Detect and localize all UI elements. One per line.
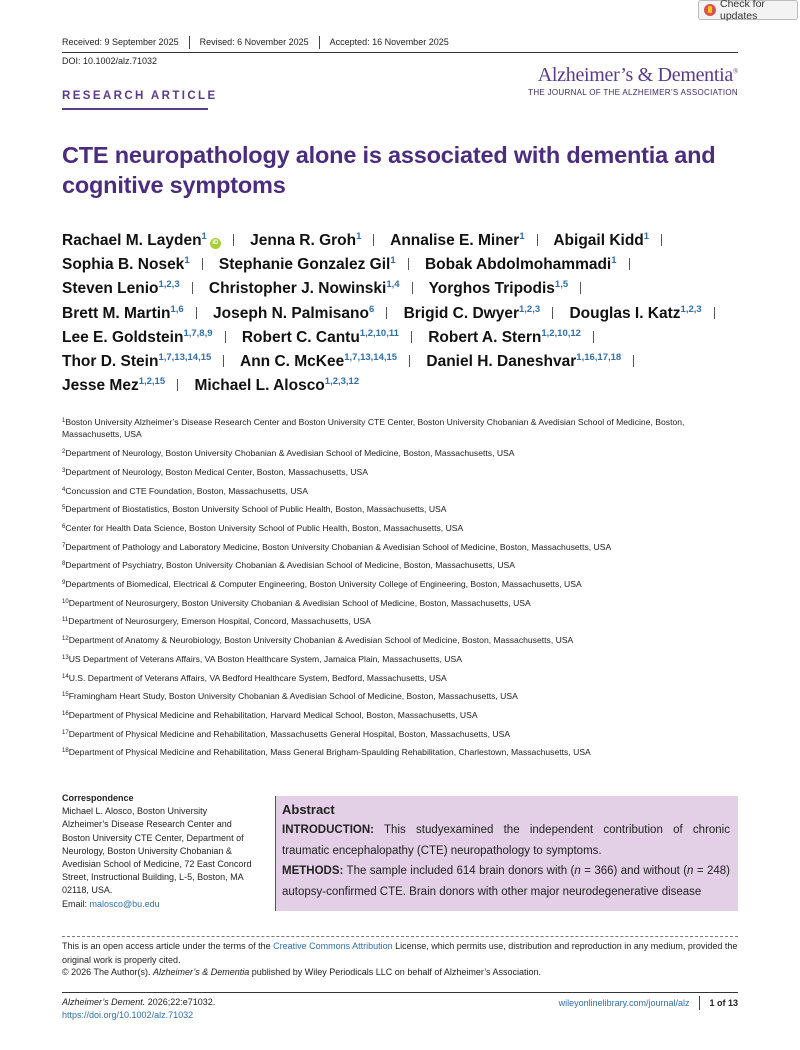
crossmark-icon <box>704 4 716 16</box>
header-rule <box>62 52 738 53</box>
author-list <box>62 229 752 398</box>
footer-right <box>559 996 738 1010</box>
author-separator <box>225 331 226 343</box>
author-affiliation-numbers[interactable]: 1,2,15 <box>138 376 166 388</box>
received-date: Received: 9 September 2025 <box>62 37 179 47</box>
correspondence-line: Alzheimer’s Disease Research Center and <box>62 819 232 830</box>
orcid-icon[interactable]: iD <box>210 238 221 249</box>
license-notice: This is an open access article under the terms of the Creative Commons Attribution License, which permits use, distribution and reproduction in any medium, provided the original work is properly cited. <box>62 941 738 965</box>
article-title: CTE neuropathology alone is associated with dementia and cognitive symptoms <box>62 142 716 198</box>
author <box>242 329 399 346</box>
abstract-methods: METHODS: The sample included 614 brain donors with (n = 366) and without (n = 248) autopsy-confirmed CTE. Brain donors with other major neurodegenerative disease <box>282 865 731 898</box>
author-name: Sophia B. Nosek <box>62 256 185 274</box>
author-affiliation-numbers[interactable]: 1,2,3 <box>518 303 541 315</box>
author-affiliation-numbers[interactable]: 1,2,3 <box>158 279 180 291</box>
article-type: RESEARCH ARTICLE <box>62 90 218 102</box>
revised-date: Revised: 6 November 2025 <box>189 36 319 49</box>
affiliation <box>62 447 742 459</box>
author-affiliation-numbers[interactable]: 1,7,13,14,15 <box>344 352 398 364</box>
correspondence-line: Boston University CTE Center, Department of <box>62 832 244 843</box>
author-separator <box>223 355 224 367</box>
affiliation <box>62 709 742 721</box>
author-name: Brett M. Martin <box>62 304 171 322</box>
affiliation-text: Department of Anatomy & Neurobiology, Boston University Chobanian & Avedisian School of Medicine, Boston, Massachusetts, USA <box>68 635 574 646</box>
author-separator <box>409 355 410 367</box>
author-name: Ann C. McKee <box>240 353 345 371</box>
journal-logo <box>528 64 738 97</box>
affiliation-text: Boston University Alzheimer’s Disease Research Center and Boston University CTE Center, Boston University Chobanian & Avedisian School of Medicine, Boston, Massachusetts, USA <box>62 417 685 440</box>
author-name: Thor D. Stein <box>62 353 159 371</box>
affiliation <box>62 559 742 571</box>
affiliation <box>62 466 742 478</box>
footer-rule <box>62 992 738 993</box>
affiliation-text: Framingham Heart Study, Boston University Chobanian & Avedisian School of Medicine, Boston, Massachusetts, USA <box>68 691 518 702</box>
author-separator <box>633 355 634 367</box>
citation-journal: Alzheimer’s Dement. <box>62 997 146 1007</box>
author-name: Steven Lenio <box>62 280 159 298</box>
affiliation-text: US Department of Veterans Affairs, VA Boston Healthcare System, Jamaica Plain, Massachusetts, USA <box>68 653 462 664</box>
journal-subtitle: THE JOURNAL OF THE ALZHEIMER’S ASSOCIATION <box>528 88 738 97</box>
abstract-heading: Abstract <box>282 802 335 817</box>
correspondence-line: 02118, USA. <box>62 885 113 896</box>
author-affiliation-numbers[interactable]: 1 <box>611 255 617 267</box>
affiliation <box>62 653 742 665</box>
affiliation-text: Department of Physical Medicine and Rehabilitation, Harvard Medical School, Boston, Massachusetts, USA <box>68 709 478 720</box>
affiliation-number: 6 <box>62 523 66 530</box>
author-affiliation-numbers[interactable]: 1,2,3,12 <box>324 376 360 388</box>
affiliation <box>62 634 742 646</box>
affiliation-text: U.S. Department of Veterans Affairs, VA Bedford Healthcare System, Bedford, Massachusetts, USA <box>68 672 447 683</box>
affiliation-text: Departments of Biomedical, Electrical & Computer Engineering, Boston University College of Engineering, Boston, Massachusetts, USA <box>65 579 582 590</box>
author-name: Stephanie Gonzalez Gil <box>218 256 391 274</box>
author <box>62 353 211 370</box>
affiliation <box>62 597 742 609</box>
author <box>429 280 569 297</box>
affiliation <box>62 503 742 515</box>
author-affiliation-numbers[interactable]: 1 <box>184 255 190 267</box>
affiliation-number: 7 <box>62 542 66 549</box>
affiliation-number: 8 <box>62 561 66 568</box>
affiliation-number: 14 <box>62 673 69 680</box>
affiliation-text: Department of Psychiatry, Boston University Chobanian & Avedisian School of Medicine, Boston, Massachusetts, USA <box>65 560 515 571</box>
cc-license-link[interactable]: Creative Commons Attribution <box>273 941 393 951</box>
author-separator <box>192 282 193 294</box>
author-name: Christopher J. Nowinski <box>208 280 387 298</box>
affiliation <box>62 728 742 740</box>
doi-link[interactable]: https://doi.org/10.1002/alz.71032 <box>62 1010 194 1020</box>
affiliation-number: 13 <box>62 654 69 661</box>
affiliation <box>62 672 742 684</box>
author-separator <box>537 234 538 246</box>
affiliation <box>62 541 742 553</box>
author-separator <box>661 234 662 246</box>
author-separator <box>593 331 594 343</box>
correspondence-heading: Correspondence <box>62 793 134 803</box>
affiliation-number: 1 <box>62 418 66 424</box>
author-affiliation-numbers[interactable]: 1 <box>356 231 362 242</box>
correspondence-email-line: Email: malosco@bu.edu <box>62 898 160 909</box>
author-name: Daniel H. Daneshvar <box>426 353 577 371</box>
author <box>428 329 581 346</box>
affiliation-number: 4 <box>62 486 66 493</box>
author-name: Annalise E. Miner <box>390 232 520 249</box>
author-name: Robert C. Cantu <box>241 328 360 346</box>
affiliation-number: 12 <box>62 636 69 643</box>
author-affiliation-numbers[interactable]: 1 <box>201 231 207 242</box>
correspondence-line: Neurology, Boston University Chobanian & <box>62 845 232 856</box>
journal-site-link[interactable]: wileyonlinelibrary.com/journal/alz <box>558 998 690 1008</box>
author-separator <box>373 234 374 246</box>
author-affiliation-numbers[interactable]: 1,4 <box>386 279 400 291</box>
affiliation-number: 15 <box>62 692 69 699</box>
affiliation-text: Department of Neurology, Boston Medical Center, Boston, Massachusetts, USA <box>65 466 369 477</box>
author <box>404 305 541 322</box>
affiliation-text: Department of Physical Medicine and Rehabilitation, Massachusetts General Hospital, Boston, Massachusetts, USA <box>68 728 511 739</box>
author-separator <box>386 307 387 319</box>
author-affiliation-numbers[interactable]: 1 <box>390 255 396 267</box>
author-affiliation-numbers[interactable]: 1,2,3 <box>680 303 702 315</box>
author-affiliation-numbers[interactable]: 1,7,13,14,15 <box>158 352 212 364</box>
affiliation-number: 5 <box>62 505 66 512</box>
author-separator <box>233 234 234 246</box>
author <box>62 305 184 322</box>
author <box>219 256 396 273</box>
author-affiliation-numbers[interactable]: 1,5 <box>554 279 569 291</box>
author <box>62 329 213 346</box>
author <box>194 377 359 394</box>
copyright-notice: © 2026 The Author(s). Alzheimer’s & Dementia published by Wiley Periodicals LLC on behalf of Alzheimer’s Association. <box>62 967 542 977</box>
affiliation-number: 17 <box>62 729 69 736</box>
author-separator <box>629 258 630 270</box>
author <box>390 232 525 249</box>
author-separator <box>580 282 581 294</box>
author-affiliation-numbers[interactable]: 1 <box>519 231 525 242</box>
author-name: Lee E. Goldstein <box>62 328 184 346</box>
affiliation-text: Department of Neurosurgery, Boston University Chobanian & Avedisian School of Medicine, Boston, Massachusetts, USA <box>68 597 531 608</box>
author <box>62 256 190 273</box>
author-name: Abigail Kidd <box>553 232 644 249</box>
footer-separator <box>699 996 700 1010</box>
author <box>553 232 649 249</box>
author-separator <box>552 307 553 319</box>
affiliation-number: 18 <box>62 748 69 755</box>
check-for-updates-label: Check for updates <box>720 0 765 22</box>
affiliation-text: Department of Biostatistics, Boston University School of Public Health, Boston, Massachusetts, USA <box>65 504 447 515</box>
author <box>425 256 617 273</box>
affiliation <box>62 746 742 758</box>
affiliation <box>62 615 742 627</box>
affiliation-number: 16 <box>62 710 69 717</box>
author-name: Joseph N. Palmisano <box>213 304 369 322</box>
correspondence-email-link[interactable]: malosco@bu.edu <box>89 898 160 909</box>
license-divider <box>62 936 738 937</box>
accepted-date: Accepted: 16 November 2025 <box>319 36 459 49</box>
author <box>209 280 400 297</box>
author-affiliation-numbers[interactable]: 1,16,17,18 <box>576 352 622 364</box>
affiliation-number: 3 <box>62 467 66 474</box>
author-separator <box>196 307 197 319</box>
journal-name: Alzheimer’s & Dementia® <box>537 64 738 86</box>
author-affiliation-numbers[interactable]: 1,6 <box>170 303 184 315</box>
author-separator <box>202 258 203 270</box>
author-name: Jenna R. Groh <box>250 232 357 249</box>
author <box>250 232 361 249</box>
affiliation-number: 2 <box>62 449 66 456</box>
article-type-rule <box>62 108 208 110</box>
author-separator <box>412 282 413 294</box>
affiliation-number: 11 <box>62 617 69 624</box>
affiliation-number: 9 <box>62 580 66 587</box>
author-separator <box>177 379 178 391</box>
author-name: Jesse Mez <box>62 377 139 395</box>
affiliation-number: 10 <box>62 598 69 605</box>
author <box>426 353 621 370</box>
author-affiliation-numbers[interactable]: 6 <box>368 303 375 315</box>
affiliation-text: Center for Health Data Science, Boston University School of Public Health, Boston, Massachusetts, USA <box>65 522 464 533</box>
check-for-updates-button[interactable] <box>698 0 798 20</box>
abstract-rule <box>275 796 276 911</box>
author <box>62 280 180 297</box>
affiliation-text: Department of Neurology, Boston University Chobanian & Avedisian School of Medicine, Boston, Massachusetts, USA <box>65 448 515 459</box>
affiliation-text: Department of Neurosurgery, Emerson Hospital, Concord, Massachusetts, USA <box>68 616 371 627</box>
affiliation <box>62 416 742 441</box>
author-separator <box>411 331 412 343</box>
abstract-box <box>275 796 738 911</box>
correspondence-line: Street, Instructional Building, L-5, Boston, MA <box>62 872 244 883</box>
doi-header: DOI: 10.1002/alz.71032 <box>62 56 158 66</box>
author-name: Bobak Abdolmohammadi <box>424 256 612 274</box>
page-number: 1 of 13 <box>709 998 738 1008</box>
affiliation-list <box>62 416 742 765</box>
correspondence-address <box>62 805 258 897</box>
author-name: Rachael M. Layden <box>62 232 202 249</box>
article-dates <box>62 36 459 49</box>
correspondence-line: Avedisian School of Medicine, 72 East Concord <box>62 859 252 870</box>
author <box>62 377 165 394</box>
author-separator <box>408 258 409 270</box>
correspondence-line: Michael L. Alosco, Boston University <box>62 806 208 817</box>
author <box>240 353 397 370</box>
author-affiliation-numbers[interactable]: 1,7,8,9 <box>183 327 213 339</box>
affiliation <box>62 690 742 702</box>
author-name: Douglas I. Katz <box>569 304 681 322</box>
author-name: Robert A. Stern <box>428 328 542 346</box>
affiliation-text: Department of Physical Medicine and Rehabilitation, Mass General Brigham-Spaulding Rehabilitation, Charlestown, Massachusetts, USA <box>68 747 591 758</box>
author <box>62 232 221 249</box>
author <box>569 305 701 322</box>
author-name: Michael L. Alosco <box>194 377 325 395</box>
correspondence <box>62 792 258 911</box>
affiliation <box>62 522 742 534</box>
abstract-introduction: INTRODUCTION: This studyexamined the independent contribution of chronic traumatic encephalopathy (CTE) neuropathology to symptoms. <box>282 824 730 857</box>
affiliation-text: Concussion and CTE Foundation, Boston, Massachusetts, USA <box>65 485 309 496</box>
affiliation-text: Department of Pathology and Laboratory Medicine, Boston University Chobanian & Avedisian School of Medicine, Boston, Massachusetts, USA <box>65 541 612 552</box>
author-affiliation-numbers[interactable]: 1,2,10,11 <box>359 327 399 339</box>
affiliation <box>62 485 742 497</box>
author-affiliation-numbers[interactable]: 1,2,10,12 <box>541 327 581 339</box>
author-name: Yorghos Tripodis <box>428 280 555 298</box>
affiliation <box>62 578 742 590</box>
author-name: Brigid C. Dwyer <box>403 304 519 322</box>
footer-citation: Alzheimer’s Dement. 2026;22:e71032. https://doi.org/10.1002/alz.71032 <box>62 997 216 1020</box>
author-affiliation-numbers[interactable]: 1 <box>643 231 650 242</box>
author-separator <box>714 307 715 319</box>
author <box>213 305 374 322</box>
